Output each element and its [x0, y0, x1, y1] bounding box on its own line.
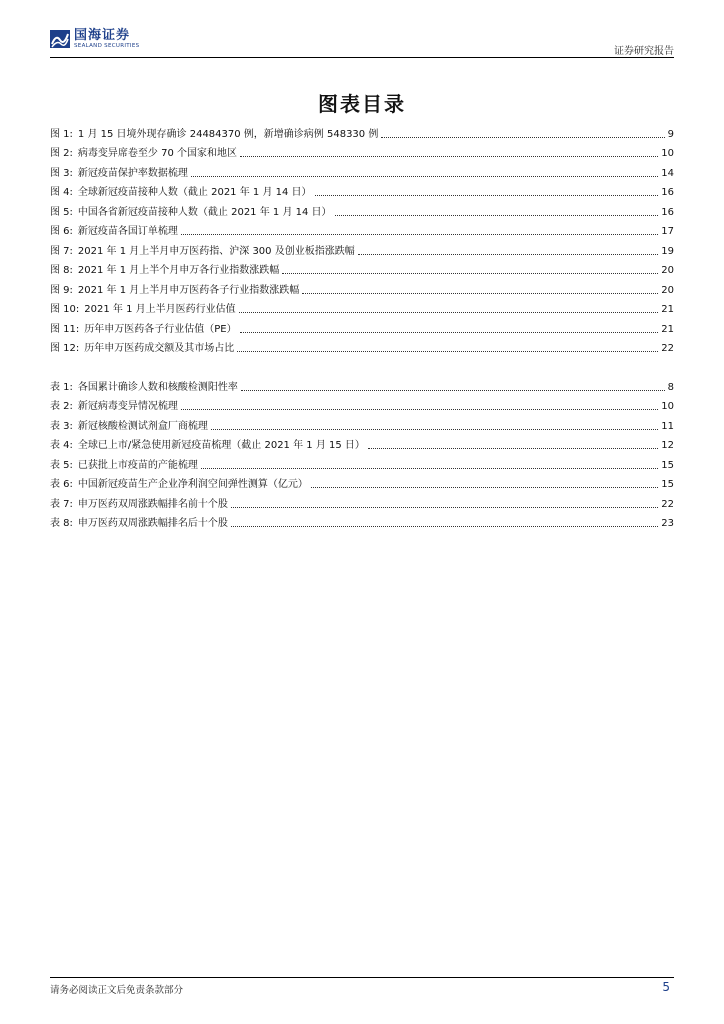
figure-list-item[interactable]	[50, 121, 674, 141]
figure-list-item[interactable]	[50, 180, 674, 200]
entry-label: 图 1:	[50, 128, 73, 140]
page-number: 5	[662, 980, 670, 994]
entry-label: 表 7:	[50, 498, 73, 510]
entry-title: 已获批上市疫苗的产能梳理	[77, 459, 198, 471]
dot-leader	[311, 486, 658, 488]
dot-leader	[335, 214, 659, 216]
table-list-item[interactable]	[50, 394, 674, 414]
entry-title: 2021 年 1 月上半月医药行业估值	[84, 304, 236, 315]
entry-page-number: 15	[661, 479, 674, 490]
table-list-item[interactable]	[50, 511, 674, 531]
figure-list-item[interactable]	[50, 316, 674, 336]
entry-label: 表 5:	[50, 459, 73, 471]
dot-leader	[191, 175, 658, 177]
company-logo	[50, 28, 139, 50]
entry-title: 历年申万医药各子行业估值（PE）	[84, 323, 237, 335]
dot-leader	[240, 155, 658, 157]
section-gap	[50, 355, 674, 374]
entry-label: 表 3:	[50, 420, 73, 432]
figure-list-item[interactable]	[50, 160, 674, 180]
entry-page-number: 22	[661, 498, 674, 510]
dot-leader	[211, 428, 658, 430]
entry-label: 图 6:	[50, 226, 73, 237]
entry-page-number: 9	[667, 128, 674, 140]
entry-title: 中国新冠疫苗生产企业净利润空间弹性测算（亿元）	[77, 479, 308, 490]
entry-title: 新冠疫苗保护率数据梳理	[77, 167, 188, 179]
entry-label: 表 1:	[50, 381, 73, 393]
entry-label: 图 12:	[50, 343, 80, 354]
table-list-item[interactable]	[50, 491, 674, 511]
table-list-item[interactable]	[50, 472, 674, 492]
entry-title: 新冠病毒变异情况梳理	[77, 401, 178, 412]
entry-label: 图 5:	[50, 206, 73, 218]
entry-label: 图 2:	[50, 148, 73, 159]
entry-page-number: 15	[661, 459, 674, 471]
dot-leader	[302, 292, 658, 294]
entry-page-number: 21	[661, 323, 674, 335]
entry-title: 2021 年 1 月上半月申万医药指、沪深 300 及创业板指涨跌幅	[77, 245, 355, 257]
entry-page-number: 8	[667, 381, 674, 393]
entry-label: 图 8:	[50, 265, 73, 276]
entry-title: 中国各省新冠疫苗接种人数（截止 2021 年 1 月 14 日）	[77, 206, 332, 218]
entry-page-number: 23	[661, 518, 674, 529]
entry-page-number: 19	[661, 245, 674, 257]
page-title: 图表目录	[318, 92, 406, 116]
entry-label: 表 2:	[50, 401, 73, 412]
entry-label: 表 4:	[50, 440, 73, 451]
entry-title: 全球已上市/紧急使用新冠疫苗梳理（截止 2021 年 1 月 15 日）	[77, 440, 365, 451]
dot-leader	[201, 467, 658, 469]
entry-label: 图 4:	[50, 187, 73, 198]
dot-leader	[231, 506, 658, 508]
figure-list-item[interactable]	[50, 258, 674, 278]
table-list-item[interactable]	[50, 452, 674, 472]
entry-title: 2021 年 1 月上半个月申万各行业指数涨跌幅	[77, 265, 280, 276]
dot-leader	[241, 389, 665, 391]
dot-leader	[315, 194, 659, 196]
entry-title: 申万医药双周涨跌幅排名后十个股	[77, 518, 228, 529]
entry-title: 2021 年 1 月上半月申万医药各子行业指数涨跌幅	[77, 284, 300, 296]
figure-list-item[interactable]	[50, 297, 674, 317]
logo-english-name: SEALAND SECURITIES	[74, 43, 140, 49]
table-list-item[interactable]	[50, 374, 674, 394]
dot-leader	[181, 233, 658, 235]
entry-title: 新冠核酸检测试剂盒厂商梳理	[77, 420, 208, 432]
dot-leader	[368, 447, 658, 449]
entry-page-number: 14	[661, 167, 674, 179]
entry-title: 历年申万医药成交额及其市场占比	[84, 343, 235, 354]
dot-leader	[358, 253, 659, 255]
entry-page-number: 16	[661, 206, 674, 218]
entry-page-number: 20	[661, 284, 674, 296]
entry-page-number: 17	[661, 226, 674, 237]
figure-list-item[interactable]	[50, 141, 674, 161]
entry-page-number: 10	[661, 148, 674, 159]
figure-list-item[interactable]	[50, 219, 674, 239]
entry-title: 各国累计确诊人数和核酸检测阳性率	[77, 381, 238, 393]
header-divider	[50, 57, 674, 58]
sealand-logo-icon	[50, 28, 70, 50]
entry-label: 表 6:	[50, 479, 73, 490]
entry-label: 图 7:	[50, 245, 73, 257]
dot-leader	[237, 350, 658, 352]
table-list-item[interactable]	[50, 413, 674, 433]
entry-page-number: 22	[661, 343, 674, 354]
figure-list-item[interactable]	[50, 336, 674, 356]
entry-title: 新冠疫苗各国订单梳理	[77, 226, 178, 237]
entry-title: 全球新冠疫苗接种人数（截止 2021 年 1 月 14 日）	[77, 187, 312, 198]
entry-title: 申万医药双周涨跌幅排名前十个股	[77, 498, 228, 510]
entry-label: 图 9:	[50, 284, 73, 296]
entry-label: 图 10:	[50, 304, 80, 315]
entry-label: 表 8:	[50, 518, 73, 529]
table-list-item[interactable]	[50, 433, 674, 453]
logo-chinese-name: 国海证券	[74, 28, 131, 43]
footer-disclaimer: 请务必阅读正文后免责条款部分	[50, 985, 184, 996]
entry-title: 1 月 15 日境外现存确诊 24484370 例，新增确诊病例 548330 例	[77, 128, 379, 140]
entry-page-number: 21	[661, 304, 674, 315]
dot-leader	[231, 525, 658, 527]
entry-title: 病毒变异席卷至少 70 个国家和地区	[77, 148, 238, 159]
entry-page-number: 16	[661, 187, 674, 198]
dot-leader	[240, 331, 659, 333]
entry-page-number: 20	[661, 265, 674, 276]
figure-list-item[interactable]	[50, 277, 674, 297]
figure-list-item[interactable]	[50, 199, 674, 219]
report-type-label: 证券研究报告	[614, 46, 674, 57]
page-header	[50, 28, 674, 58]
entry-label: 图 3:	[50, 167, 73, 179]
dot-leader	[239, 311, 659, 313]
figure-list-item[interactable]	[50, 238, 674, 258]
entry-page-number: 10	[661, 401, 674, 412]
dot-leader	[181, 408, 658, 410]
entry-label: 图 11:	[50, 323, 80, 335]
table-of-figures	[50, 121, 674, 530]
entry-page-number: 11	[661, 420, 674, 432]
footer-divider	[50, 977, 674, 978]
entry-page-number: 12	[661, 440, 674, 451]
dot-leader	[282, 272, 658, 274]
dot-leader	[381, 136, 664, 138]
